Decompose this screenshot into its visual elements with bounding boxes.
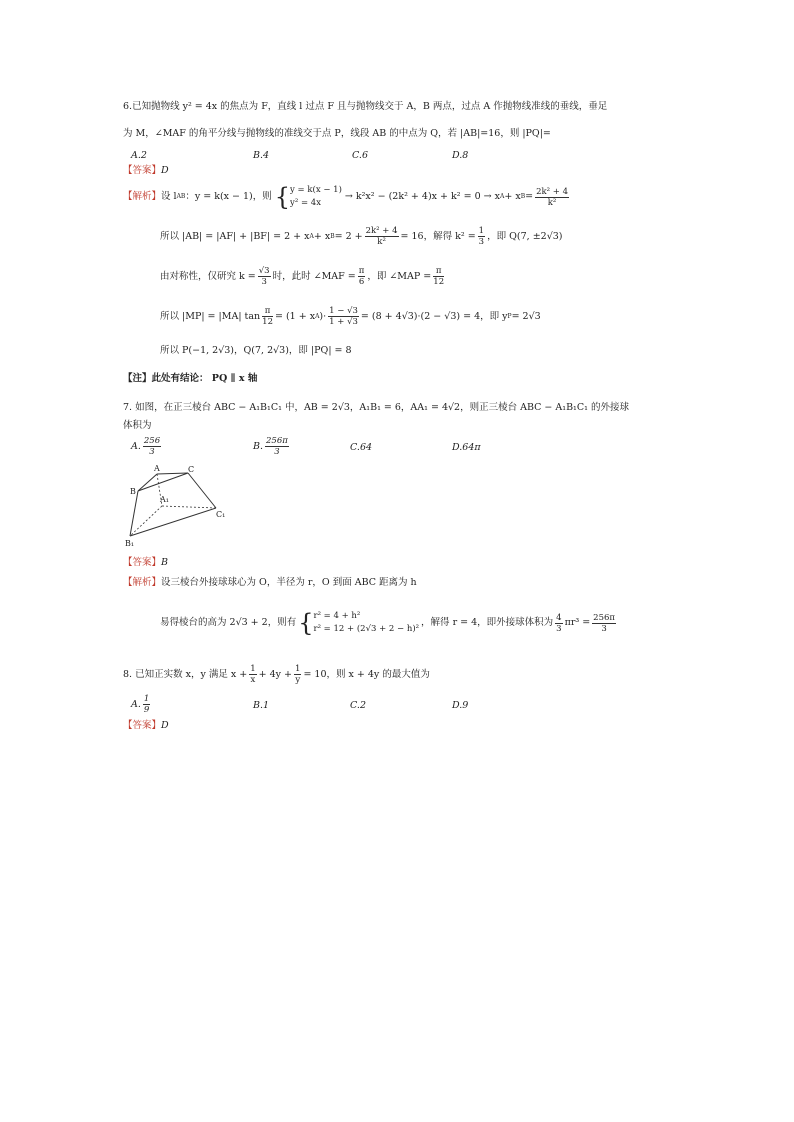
fraction: $\frac{√3}{3}$ — [258, 266, 270, 287]
q8-stem: 8. 已知正实数 x，y 满足 x + $\frac{1}{x}$ + 4y + $\frac{1}{y}$ = 10，则 x + 4y 的最大值为 — [123, 664, 430, 685]
q6-note: 【注】此处有结论： PQ ∥ x 轴 — [123, 373, 258, 384]
q6-analysis-line5: 所以 P(−1, 2√3)，Q(7, 2√3)，即 |PQ| = 8 — [160, 345, 352, 356]
fraction: $\frac{\pi}{6}$ — [358, 266, 365, 287]
fraction: $\frac{256\pi}{3}$ — [593, 612, 615, 634]
fraction: $\frac{1}{y}$ — [295, 664, 301, 685]
label-c1: C₁ — [216, 510, 226, 519]
fraction: $\frac{\pi}{12}$ — [433, 266, 445, 287]
fraction: $\frac{1}{3}$ — [478, 226, 485, 247]
fraction: $\frac{\text{2k² + 4}}{\text{k²}}$ — [365, 226, 398, 247]
frustum-figure — [120, 462, 230, 548]
q6-option-c: C.6 — [352, 150, 368, 161]
q7-option-d: D.64π — [452, 442, 481, 453]
q6-option-a: A.2 — [131, 150, 147, 161]
fraction: $\frac{4}{3}$ — [556, 612, 562, 634]
q6-analysis-line3: 由对称性，仅研究 k = $\frac{√3}{3}$ 时，此时 ∠MAF = $\frac{\pi}{6}$ ，即 ∠MAP = $\frac{\pi}{12}$ — [160, 266, 445, 287]
fraction: $\frac{1}{x}$ — [250, 664, 256, 685]
label-b1: B₁ — [125, 539, 135, 548]
label-b: B — [130, 487, 136, 496]
q6-analysis-line1: 【解析】 设 l AB ：y = k(x − 1)，则 { y = k(x − 1) y² = 4x → k²x² − (2k² + 4)x + k² = 0 → x A + x B = $\frac{\text{2k² + 4}}{\text{k²}}$ — [123, 183, 568, 211]
q8-option-c: C.2 — [350, 700, 366, 711]
q7-analysis-line2: 易得棱台的高为 2√3 + 2，则有 { r² = 4 + h² r² = 12 + (2√3 + 2 − h)² ，解得 r = 4，即外接球体积为 $\frac{4}{3}$ πr³ = $\frac{256\pi}{3}$ — [160, 609, 615, 637]
q6-stem-line1: 6.已知抛物线 y² = 4x 的焦点为 F，直线 l 过点 F 且与抛物线交于 A，B 两点，过点 A 作抛物线准线的垂线，垂足 — [123, 101, 608, 112]
answer-tag: 【答案】 — [123, 165, 162, 176]
q6-stem-line2: 为 M，∠MAF 的角平分线与抛物线的准线交于点 P，线段 AB 的中点为 Q，若 |AB|=16，则 |PQ|= — [123, 128, 551, 139]
q7-option-c: C.64 — [350, 442, 373, 453]
q6-analysis-line4: 所以 |MP| = |MA| tan $\frac{\pi}{12}$ = (1 + x A )· $\frac{1 - √3}{1 + √3}$ = (8 + 4√3)·(2 − √3) = 4，即 y P = 2√3 — [160, 306, 541, 327]
edge-bb1 — [130, 491, 138, 536]
edge-bc — [138, 473, 188, 491]
fraction: $\frac{\pi}{12}$ — [262, 306, 273, 327]
equation-system: { y = k(x − 1) y² = 4x — [274, 183, 342, 211]
q6-answer — [123, 165, 169, 177]
q7-stem-line1: 7. 如图，在正三棱台 ABC − A₁B₁C₁ 中，AB = 2√3，A₁B₁ = 6，AA₁ = 4√2，则正三棱台 ABC − A₁B₁C₁ 的外接球 — [123, 402, 629, 413]
q6-option-b: B.4 — [253, 150, 270, 161]
edge-b1c1 — [130, 508, 216, 536]
label-a: A — [154, 464, 160, 473]
fraction: $\frac{1 - √3}{1 + √3}$ — [329, 306, 358, 327]
analysis-tag: 【解析】 — [123, 191, 162, 202]
answer-value: D — [161, 165, 169, 176]
equation-system: { r² = 4 + h² r² = 12 + (2√3 + 2 − h)² — [298, 609, 420, 637]
q6-analysis-line2: 所以 |AB| = |AF| + |BF| = 2 + x A + x B = 2 + $\frac{\text{2k² + 4}}{\text{k²}}$ = 16，解得 k² = $\frac{1}{3}$ ，即 Q(7, ±2√3) — [160, 226, 563, 247]
q7-option-a: A. $\frac{256}{3}$ — [131, 436, 161, 457]
q6-option-d: D.8 — [452, 150, 469, 161]
q8-option-b: B.1 — [253, 700, 270, 711]
q8-answer: 【答案】D — [123, 720, 169, 731]
edge-ac — [157, 473, 188, 474]
q7-answer: 【答案】B — [123, 557, 168, 568]
edge-ab — [138, 474, 157, 491]
edge-a1c1 — [162, 506, 216, 508]
q7-analysis-line1: 【解析】设三棱台外接球球心为 O，半径为 r，O 到面 ABC 距离为 h — [123, 577, 417, 588]
q7-stem-line2: 体积为 — [123, 420, 152, 431]
q8-option-d: D.9 — [452, 700, 469, 711]
edge-cc1 — [188, 473, 216, 508]
label-a1: A₁ — [160, 495, 169, 504]
q8-option-a: A. $\frac{1}{9}$ — [131, 694, 150, 715]
fraction: $\frac{\text{2k² + 4}}{\text{k²}}$ — [536, 186, 568, 208]
label-c: C — [188, 465, 195, 474]
q7-option-b: B. $\frac{256\pi}{3}$ — [253, 436, 288, 457]
